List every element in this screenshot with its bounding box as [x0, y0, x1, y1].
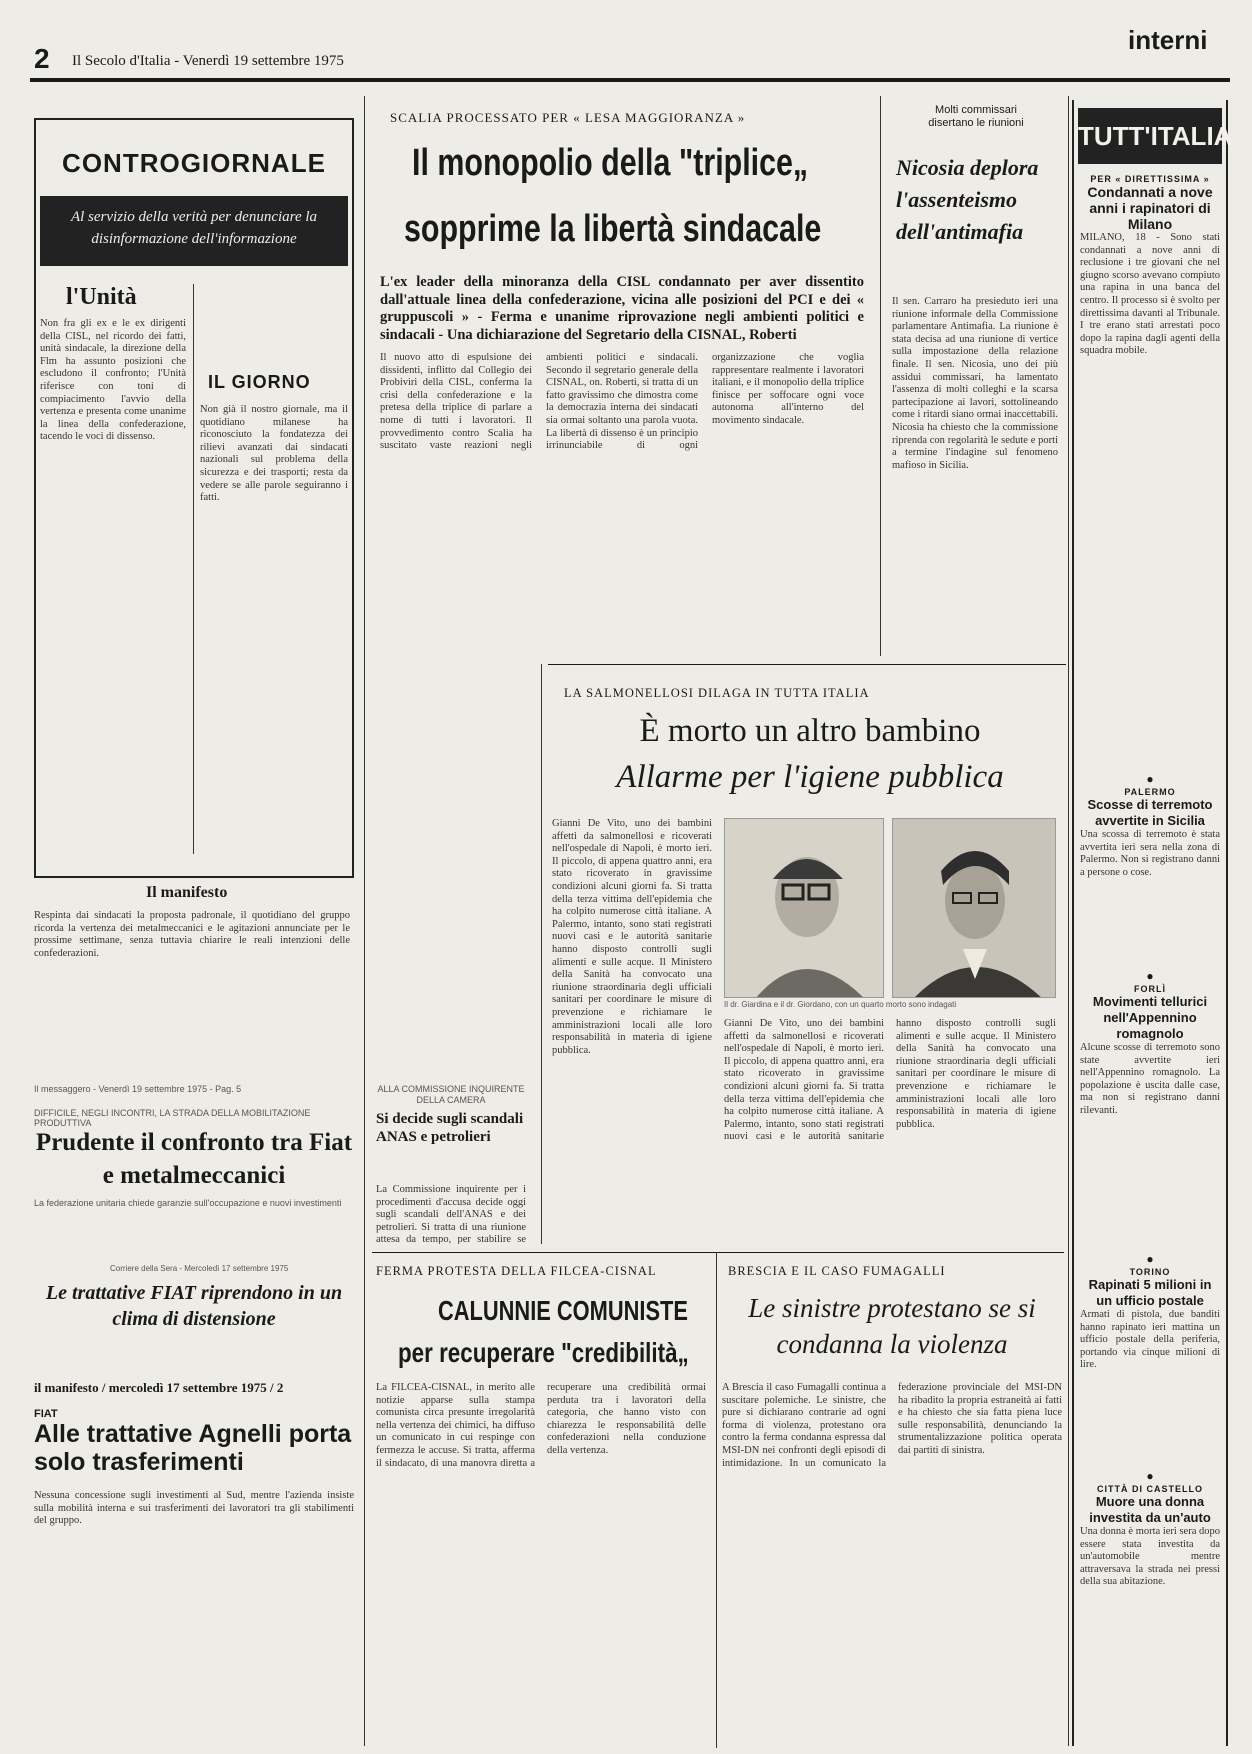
controgiornale-title: CONTROGIORNALE	[62, 148, 326, 178]
brief-item	[1080, 787, 1220, 984]
clip2-title: Le trattative FIAT riprendono in un clima di distensione	[45, 1282, 343, 1330]
brief-label: FORLÌ	[1134, 984, 1166, 994]
brief-separator: ●	[1146, 772, 1154, 786]
brief-title: Scosse di terremoto avvertite in Sicilia	[1087, 797, 1213, 828]
brief-item	[1080, 1267, 1220, 1484]
clip3-kicker: FIAT	[34, 1408, 58, 1420]
column-rule-right	[1068, 96, 1069, 1746]
brief-separator: ●	[1146, 1252, 1154, 1266]
brief-text: Una scossa di terremoto è stata avvertita ieri sera nella zona di Palermo. Non si registrano danni a persone o cose.	[1080, 829, 1220, 878]
nicosia-rule	[880, 96, 881, 656]
brief-label: PALERMO	[1124, 787, 1176, 797]
salmonella-subtitle: Allarme per l'igiene pubblica	[616, 759, 1004, 795]
dateline: Il Secolo d'Italia - Venerdì 19 settembre 1975	[72, 53, 344, 69]
lead-kicker: SCALIA PROCESSATO PER « LESA MAGGIORANZA »	[390, 110, 746, 125]
brief-text: MILANO, 18 - Sono stati condannati a nove anni di reclusione i tre giovani che nel giugno scorso avevano compiuto una rapina in una banca del centro. Il processo si è svolto per direttissima davanti al Tribunale. I tre erano stati arrestati poco dopo la rapina dagli agenti della squadra mobile.	[1080, 232, 1220, 357]
salmonella-rule	[548, 664, 1066, 665]
section-title: interni	[1128, 25, 1208, 55]
photo-giordano	[892, 818, 1056, 998]
brief-label: TORINO	[1129, 1267, 1171, 1277]
anas-text: La Commissione inquirente per i procedimenti d'accusa decide oggi sugli scandali dell'ANAS e dei petrolieri. Si tratta di una riunione attesa da tempo, per stabilire se	[376, 1184, 526, 1244]
photo-giardina	[724, 818, 884, 998]
column-rule-1	[364, 96, 365, 1746]
clip3-text: Nessuna concessione sugli investimenti al Sud, mentre l'azienda insiste sulla mobilità interna e sui trasferimenti dei lavoratori tra gli stabilimenti del gruppo.	[34, 1490, 354, 1527]
brief-text: Alcune scosse di terremoto sono state avvertite ieri nell'Appennino romagnolo. La popolazione è uscita dalle case, ma non si registrano danni rilevanti.	[1080, 1042, 1220, 1116]
brief-label: CITTÀ DI CASTELLO	[1097, 1484, 1203, 1494]
brief-title: Condannati a nove anni i rapinatori di Milano	[1087, 184, 1213, 232]
filcea-kicker: FERMA PROTESTA DELLA FILCEA-CISNAL	[376, 1264, 657, 1278]
brief-separator: ●	[1146, 1469, 1154, 1483]
nicosia-kicker: Molti commissari disertano le riunioni	[928, 104, 1024, 129]
page-number: 2	[34, 43, 50, 74]
contro-divider	[193, 284, 194, 854]
anas-kicker: ALLA COMMISSIONE INQUIRENTE DELLA CAMERA	[377, 1084, 525, 1105]
nicosia-text: Il sen. Carraro ha presieduto ieri una riunione informale della Commissione parlamentare Antimafia. La riunione è stata decisa ad una riunione di vertice sulla impostazione della relazione finale. Il sen. Nicosia, uno dei più assidui commissari, ha lamentato l'assenza di molti colleghi e la scarsa partecipazione ai lavori, sottolineando come i ritardi siano ormai inaccettabili. Nicosia ha chiesto che la commissione riprenda con regolarità le sedute e porti a termine l'indagine sul fenomeno mafioso in Sicilia.	[892, 296, 1058, 471]
brief-title: Rapinati 5 milioni in un ufficio postale	[1088, 1277, 1212, 1308]
clip3-caption: il manifesto / mercoledì 17 settembre 1975 / 2	[34, 1380, 284, 1395]
brief-item	[1080, 1484, 1220, 1696]
tuttitalia-header: TUTT'ITALIA	[1078, 108, 1222, 164]
clip1-caption: Il messaggero - Venerdì 19 settembre 1975 - Pag. 5	[34, 1084, 242, 1094]
clip1-kicker: DIFFICILE, NEGLI INCONTRI, LA STRADA DELLA MOBILITAZIONE PRODUTTIVA	[34, 1108, 311, 1128]
lead-title-line1: Il monopolio della "triplice„	[412, 142, 809, 184]
brescia-rule	[716, 1252, 717, 1748]
clip1-title: Prudente il confronto tra Fiat e metalmeccanici	[35, 1129, 353, 1189]
controgiornale-subtitle: Al servizio della verità per denunciare la disinformazione dell'informazione	[40, 196, 348, 266]
giorno-text: Non già il nostro giornale, ma il quotidiano milanese ha riconosciuto la fondatezza dei rilievi avanzati dai sindacati nazionali sul problema della sicurezza e dei trasporti; resta da vedere se alle parole seguiranno i fatti.	[200, 404, 348, 504]
manifesto-logo: Il manifesto	[146, 884, 228, 901]
anas-rule	[541, 664, 542, 1244]
lead-title-line2: sopprime la libertà sindacale	[404, 208, 822, 250]
clip3-title: Alle trattative Agnelli porta solo trasferimenti	[34, 1420, 352, 1476]
brescia-text: A Brescia il caso Fumagalli continua a suscitare polemiche. Le sinistre, che pure si dichiarano contrarie ad ogni forma di violenza, protestano ora contro la ferma condanna espressa dal MSI-DN nei confronti degli episodi di intimidazione. In un comunicato la federazione provinciale del MSI-DN ha ribadito la propria estraneità ai fatti e ha chiesto che sia fatta piena luce sulle responsabilità, denunciando la strumentalizzazione politica operata dai partiti di sinistra.	[722, 1382, 1062, 1469]
brescia-title: Le sinistre protestano se si condanna la violenza	[748, 1293, 1036, 1359]
salmonella-text-left: Gianni De Vito, uno dei bambini affetti da salmonellosi e ricoverati nell'ospedale di Napoli, è morto ieri. Il piccolo, di appena quattro anni, era stato ricoverato in gravissime condizioni alcuni giorni fa. Si tratta della terza vittima dell'epidemia che ha colpito numerose città italiane. A Palermo, intanto, sono stati registrati nuovi casi e le autorità sanitarie hanno disposto controlli sugli alimenti e sulle acque. Il Ministero della Sanità ha convocato una riunione straordinaria degli ufficiali sanitari per coordinare le misure di prevenzione e richiamare le amministrazioni locali alle loro responsabilità in materia di igiene pubblica.	[552, 818, 712, 1056]
unita-text: Non fra gli ex e le ex dirigenti della CISL, nel ricordo dei fatti, unità sindacale, la direzione della Flm ha assunto posizioni che escludono il confronto; l'Unità riferisce con toni di compiacimento l'avvio della vertenza e presenta come unanime la linea della confederazione, tacendo le voci di dissenso.	[40, 318, 186, 443]
brief-title: Movimenti tellurici nell'Appennino romagnolo	[1092, 994, 1208, 1041]
brief-text: Armati di pistola, due banditi hanno rapinato ieri mattina un ufficio postale della periferia, portando via cinque milioni di lire.	[1080, 1309, 1220, 1371]
filcea-text: La FILCEA-CISNAL, in merito alle notizie apparse sulla stampa comunista circa presunte irregolarità nella vertenza dei chimici, ha diffuso un comunicato in cui respinge con fermezza le accuse. Si tratta, afferma il sindacato, di una manovra diretta a recuperare una credibilità ormai perduta tra i lavoratori della categoria, che hanno visto con chiarezza le responsabilità delle confederazioni nella conduzione della vertenza.	[376, 1382, 706, 1469]
unita-logo: l'Unità	[66, 284, 137, 310]
lead-text: Il nuovo atto di espulsione dei dissidenti, inflitto dal Collegio dei Probiviri della CISL, conferma la crisi della confederazione e la pretesa della triplice di parlare a nome di tutti i lavoratori. Il provvedimento contro Scalia ha suscitato vaste reazioni negli ambienti politici e sindacali. Secondo il segretario generale della CISNAL, on. Roberti, si tratta di un fatto gravissimo che dimostra come la democrazia interna dei sindacati sia ormai soltanto una parola vuota. La libertà di dissenso è un principio irrinunciabile di ogni organizzazione che voglia rappresentare realmente i lavoratori italiani, e il monopolio della triplice finisce per soffocare ogni voce autonoma all'interno del movimento sindacale.	[380, 352, 864, 452]
giorno-logo: IL GIORNO	[208, 372, 311, 392]
lead-deck: L'ex leader della minoranza della CISL condannato per aver dissentito dall'attuale linea della confederazione, vicina alle posizioni del PCI e dei « gruppuscoli » - Ferma e unanime riprovazione negli ambienti politici e sindacali - Una dichiarazione del Segretario della CISNAL, Roberti	[380, 274, 864, 343]
salmonella-title: È morto un altro bambino	[639, 713, 981, 749]
filcea-title-line2: per recuperare "credibilità„	[398, 1337, 689, 1368]
brief-item	[1080, 984, 1220, 1267]
brief-separator: ●	[1146, 969, 1154, 983]
clip2-caption: Corriere della Sera - Mercoledì 17 settembre 1975	[110, 1264, 289, 1273]
brief-text: Una donna è morta ieri sera dopo essere stata investita da un'automobile mentre attraversava la strada nei pressi della sua abitazione.	[1080, 1526, 1220, 1588]
photo-caption: Il dr. Giardina e il dr. Giordano, con un quarto morto sono indagati	[724, 1000, 957, 1009]
brief-list	[1080, 174, 1220, 1734]
anas-title: Si decide sugli scandali ANAS e petrolieri	[376, 1111, 524, 1145]
brief-label: PER « DIRETTISSIMA »	[1090, 174, 1210, 184]
nicosia-title: Nicosia deplora l'assenteismo dell'antimafia	[896, 155, 1039, 244]
salmonella-kicker: LA SALMONELLOSI DILAGA IN TUTTA ITALIA	[564, 686, 870, 700]
manifesto-text: Respinta dai sindacati la proposta padronale, il quotidiano del gruppo ricorda la vertenza dei metalmeccanici e le agitazioni annunciate per le prossime settimane, senza tuttavia chiarire le reali intenzioni delle confederazioni.	[34, 910, 350, 959]
filcea-title-line1: CALUNNIE COMUNISTE	[438, 1295, 688, 1326]
brief-title: Muore una donna investita da un'auto	[1089, 1494, 1211, 1525]
filcea-rule	[372, 1252, 1064, 1253]
brief-item	[1080, 174, 1220, 787]
clip1-sub: La federazione unitaria chiede garanzie sull'occupazione e nuovi investimenti	[34, 1198, 342, 1208]
salmonella-text-right: Gianni De Vito, uno dei bambini affetti da salmonellosi e ricoverati nell'ospedale di Napoli, è morto ieri. Il piccolo, di appena quattro anni, era stato ricoverato in gravissime condizioni alcuni giorni fa. Si tratta della terza vittima dell'epidemia che ha colpito numerose città italiane. A Palermo, intanto, sono stati registrati nuovi casi e le autorità sanitarie hanno disposto controlli sugli alimenti e sulle acque. Il Ministero della Sanità ha convocato una riunione straordinaria degli ufficiali sanitari per coordinare le misure di prevenzione e richiamare le amministrazioni locali alle loro responsabilità in materia di igiene pubblica.	[724, 1018, 1056, 1143]
brescia-kicker: BRESCIA E IL CASO FUMAGALLI	[728, 1264, 946, 1278]
masthead-rule	[30, 78, 1230, 82]
